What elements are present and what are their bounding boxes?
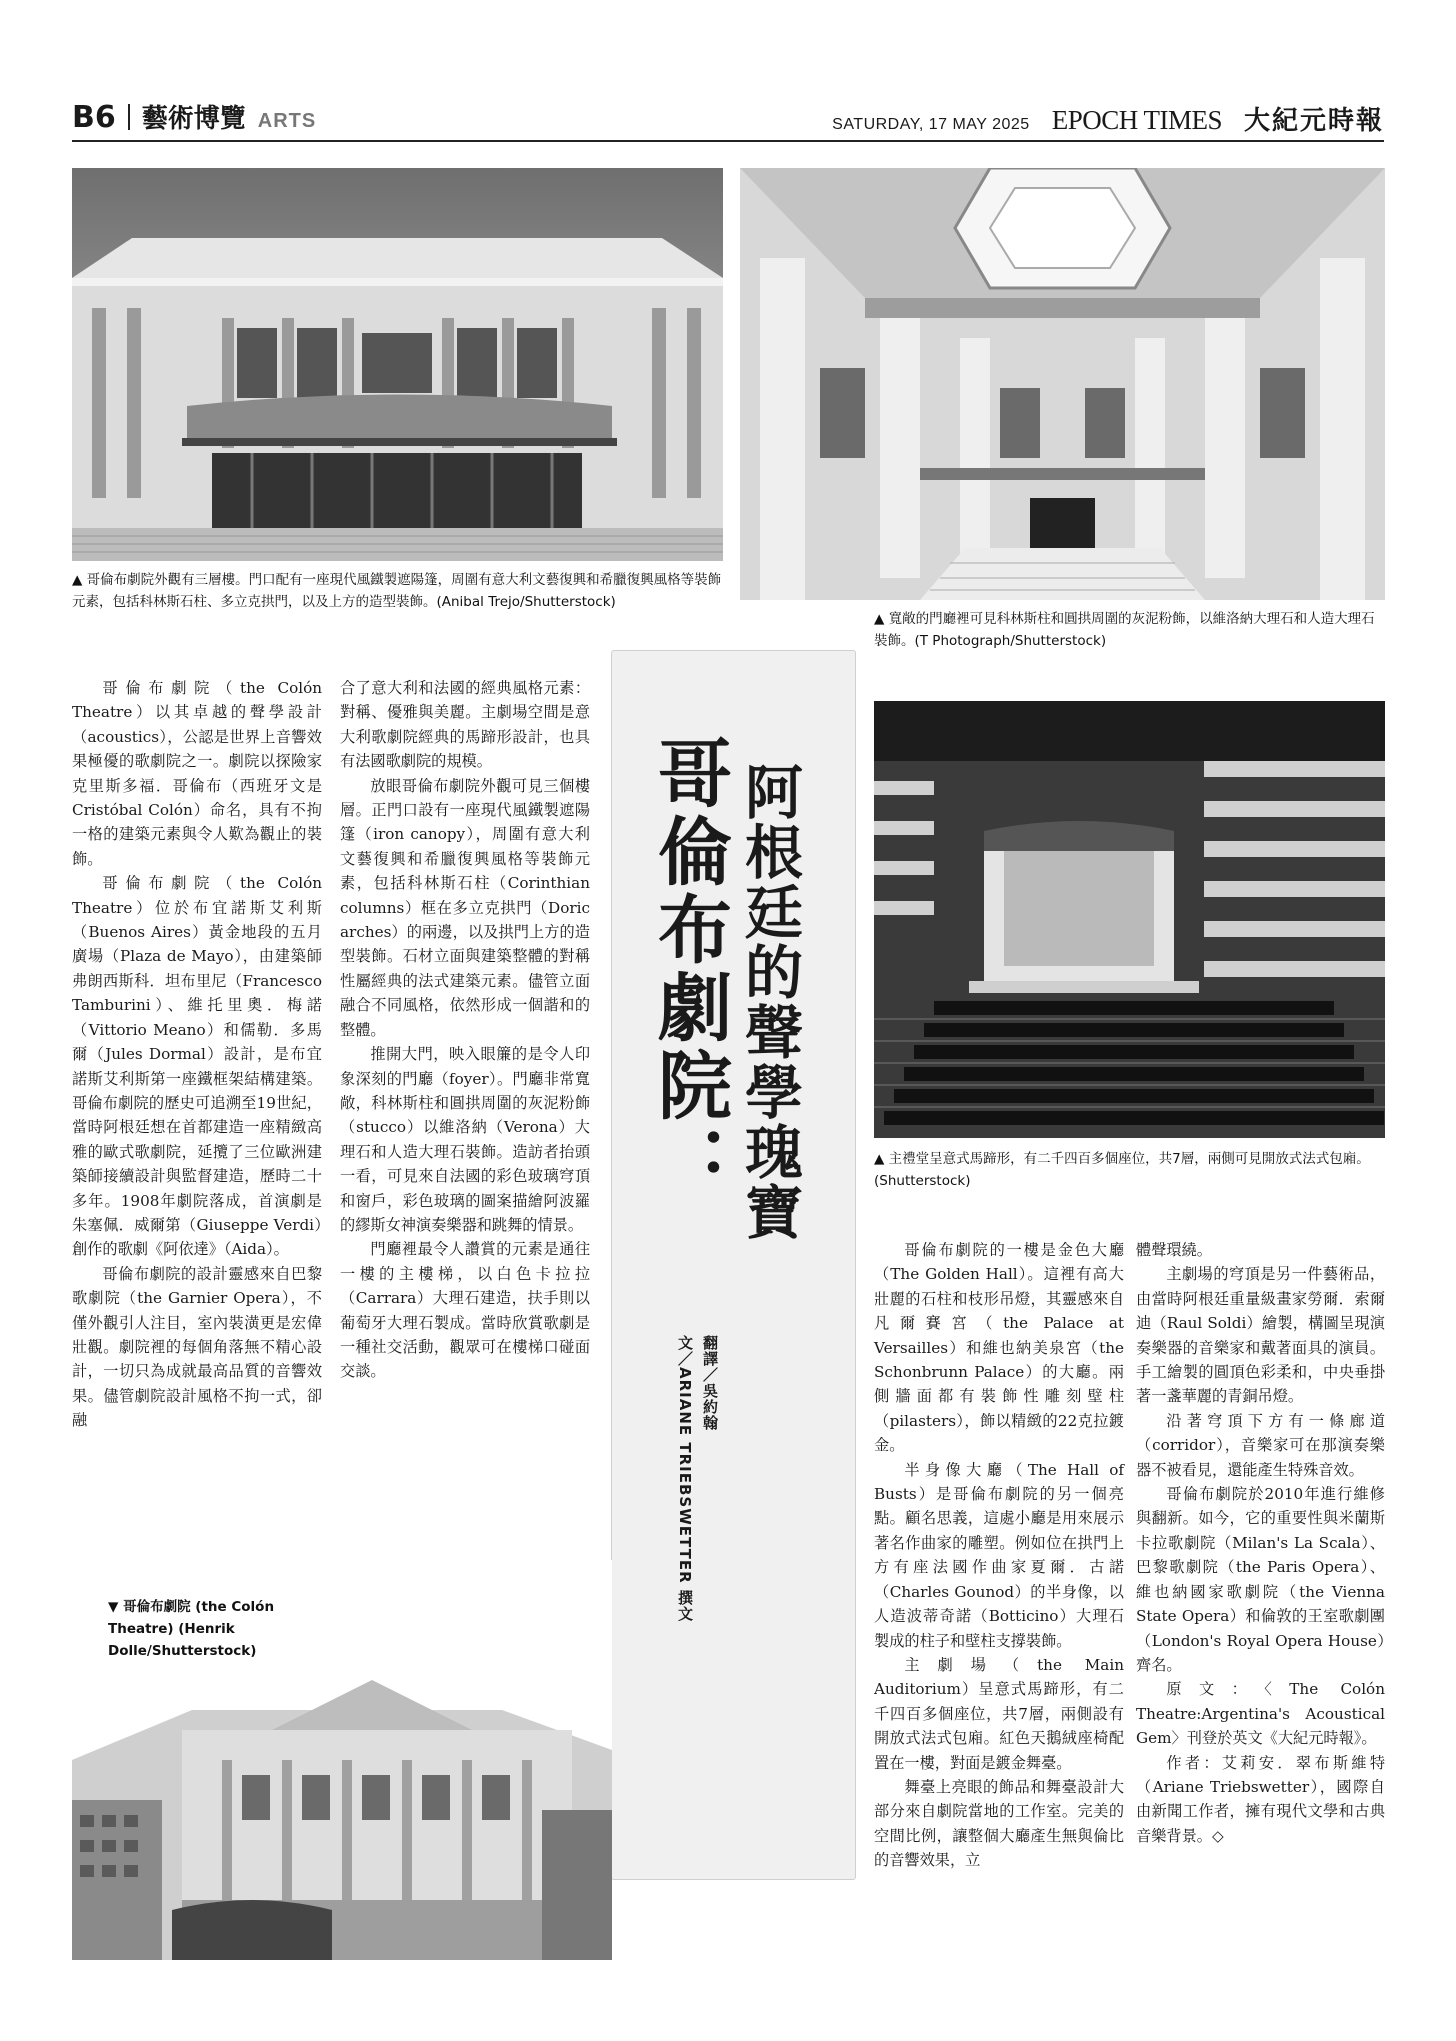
paragraph: 哥倫布劇院（the Colón Theatre）以其卓越的聲學設計（acoustics），公認是世界上音響效果極優的歌劇院之一。劇院以探險家克里斯多福．哥倫布（西班牙文是 Cristóbal Colón）命名，具有不拘一格的建築元素與令人歎為觀止的裝飾。 — [72, 679, 322, 868]
paragraph: 主劇場（the Main Auditorium）呈意式馬蹄形，有二千四百多個座位，共7層，兩側設有開放式法式包廂。紅色天鵝絨座椅配置在一樓，對面是鍍金舞臺。 — [874, 1655, 1124, 1772]
paragraph: 哥倫布劇院於2010年進行維修與翻新。如今，它的重要性與米蘭斯卡拉歌劇院（Milan's La Scala）、巴黎歌劇院（the Paris Opera）、維也納國家歌劇院（the Vienna State Opera）和倫敦的王室歌劇團（London's Royal Opera House）齊名。 — [1136, 1485, 1385, 1674]
photo-facade — [72, 168, 723, 561]
paragraph: 推開大門，映入眼簾的是令人印象深刻的門廳（foyer）。門廳非常寬敞，科林斯柱和圓拱周圍的灰泥粉飾（stucco）以維洛納（Verona）大理石和人造大理石裝飾。造訪者抬頭一看，可見來自法國的彩色玻璃穹頂和窗戶，彩色玻璃的圖案描繪阿波羅的繆斯女神演奏樂器和跳舞的情景。 — [340, 1045, 590, 1234]
byline-translator: 翻譯／吳約翰 — [701, 1335, 719, 1431]
paragraph: 體聲環繞。 — [1136, 1241, 1212, 1259]
caption-foyer: ▲ 寬敞的門廳裡可見科林斯柱和圓拱周圍的灰泥粉飾，以維洛納大理石和人造大理石裝飾。(T Photograph/Shutterstock) — [874, 611, 1375, 649]
section-title-en: ARTS — [257, 110, 317, 132]
paragraph: 哥倫布劇院（the Colón Theatre）位於布宜諾斯艾利斯（Buenos Aires）黃金地段的五月廣場（Plaza de Mayo），由建築師弗朗西斯科．坦布里尼（Francesco Tamburini）、維托里奧．梅諾（Vittorio Meano）和儒勒．多馬爾（Jules Dormal）設計，是布宜諾斯艾利斯第一座鐵框架結構建築。哥倫布劇院的歷史可追溯至19世紀，當時阿根廷想在首都建造一座精緻高雅的歐式歌劇院，延攬了三位歐洲建築師接續設計與監督建造，歷時二十多年。1908年劇院落成，首演劇是朱塞佩．威爾第（Giuseppe Verdi）創作的歌劇《阿依達》（Aida）。 — [72, 874, 322, 1259]
section-title-zh: 藝術博覽 — [141, 104, 246, 134]
paragraph: 沿著穹頂下方有一條廊道（corridor），音樂家可在那演奏樂器不被看見，還能產生特殊音效。 — [1136, 1411, 1385, 1479]
paper-name-zh: 大紀元時報 — [1243, 106, 1384, 136]
header-divider — [128, 104, 130, 130]
photo-foyer — [740, 168, 1385, 600]
paragraph: 原文：〈The Colón Theatre:Argentina's Acoustical Gem〉刊登於英文《大紀元時報》。 — [1136, 1680, 1385, 1748]
paragraph: 舞臺上亮眼的飾品和舞臺設計大部分來自劇院當地的工作室。完美的空間比例，讓整個大廳產生無與倫比的音響效果，立 — [874, 1777, 1124, 1870]
caption-exterior: ▼ 哥倫布劇院 (the Colón Theatre) (Henrik Dolle/Shutterstock) — [108, 1599, 275, 1659]
article-column-2 — [340, 676, 590, 1384]
byline-author: 文／ARIANE TRIEBSWETTER 撰文 — [676, 1335, 694, 1622]
issue-date: SATURDAY, 17 MAY 2025 — [832, 116, 1030, 133]
caption-facade: ▲ 哥倫布劇院外觀有三層樓。門口配有一座現代風鐵製遮陽篷，周圍有意大利文藝復興和希臘復興風格等裝飾元素，包括科林斯石柱、多立克拱門，以及上方的造型裝飾。(Anibal Trejo/Shutterstock) — [72, 572, 722, 610]
paragraph: 主劇場的穹頂是另一件藝術品，由當時阿根廷重量級畫家勞爾．索爾迪（Raul Soldi）繪製，構圖呈現演奏樂器的音樂家和戴著面具的演員。手工繪製的圓頂色彩柔和，中央垂掛著一盞華麗的青銅吊燈。 — [1136, 1265, 1385, 1406]
photo-auditorium — [874, 701, 1385, 1138]
paragraph: 哥倫布劇院的設計靈感來自巴黎歌劇院（the Garnier Opera），不僅外觀引人注目，室內裝潢更是宏偉壯觀。劇院裡的每個角落無不精心設計，一切只為成就最高品質的音響效果。儘管劇院設計風格不拘一式，卻融 — [72, 1264, 322, 1430]
paragraph: 門廳裡最令人讚賞的元素是通往一樓的主樓梯，以白色卡拉拉（Carrara）大理石建造，扶手則以葡萄牙大理石製成。當時欣賞歌劇是一種社交活動，觀眾可在樓梯口碰面交談。 — [340, 1240, 590, 1381]
caption-auditorium: ▲ 主禮堂呈意式馬蹄形，有二千四百多個座位，共7層，兩側可見開放式法式包廂。(Shutterstock) — [874, 1151, 1370, 1189]
page-number: B6 — [72, 100, 116, 135]
paper-name-en: EPOCH TIMES — [1051, 105, 1222, 135]
article-column-4 — [1136, 1238, 1385, 1848]
paragraph: 放眼哥倫布劇院外觀可見三個樓層。正門口設有一座現代風鐵製遮陽篷（iron canopy），周圍有意大利文藝復興和希臘復興風格等裝飾元素，包括科林斯石柱（Corinthian columns）框在多立克拱門（Doric arches）的兩邊，以及拱門上方的造型裝飾。石材立面與建築整體的對稱性屬經典的法式建築元素。儘管立面融合不同風格，依然形成一個諧和的整體。 — [340, 776, 590, 1039]
paragraph: 合了意大利和法國的經典風格元素：對稱、優雅與美麗。主劇場空間是意大利歌劇院經典的馬蹄形設計，也具有法國歌劇院的規模。 — [340, 679, 590, 771]
article-title: 哥倫布劇院： — [646, 735, 732, 1203]
header-rule — [72, 140, 1384, 142]
article-column-1 — [72, 676, 322, 1433]
paragraph: 半身像大廳（The Hall of Busts）是哥倫布劇院的另一個亮點。顧名思義，這處小廳是用來展示著名作曲家的雕塑。例如位在拱門上方有座法國作曲家夏爾．古諾（Charles Gounod）的半身像，以人造波蒂奇諾（Botticino）大理石製成的柱子和壁柱支撐裝飾。 — [874, 1460, 1124, 1650]
article-column-3 — [874, 1238, 1124, 1873]
section-header — [72, 98, 316, 135]
paragraph: 哥倫布劇院的一樓是金色大廳（The Golden Hall）。這裡有高大壯麗的石柱和枝形吊燈，其靈感來自凡爾賽宮（the Palace at Versailles）和維也納美泉宮（the Schonbrunn Palace）的大廳。兩側牆面都有裝飾性雕刻壁柱（pilasters），飾以精緻的22克拉鍍金。 — [874, 1241, 1124, 1455]
paragraph: 作者：艾莉安．翠布斯維特（Ariane Triebswetter），國際自由新聞工作者，擁有現代文學和古典音樂背景。◇ — [1136, 1753, 1385, 1845]
article-subtitle: 阿根廷的聲學瑰寶 — [735, 762, 803, 1242]
masthead — [832, 100, 1384, 137]
